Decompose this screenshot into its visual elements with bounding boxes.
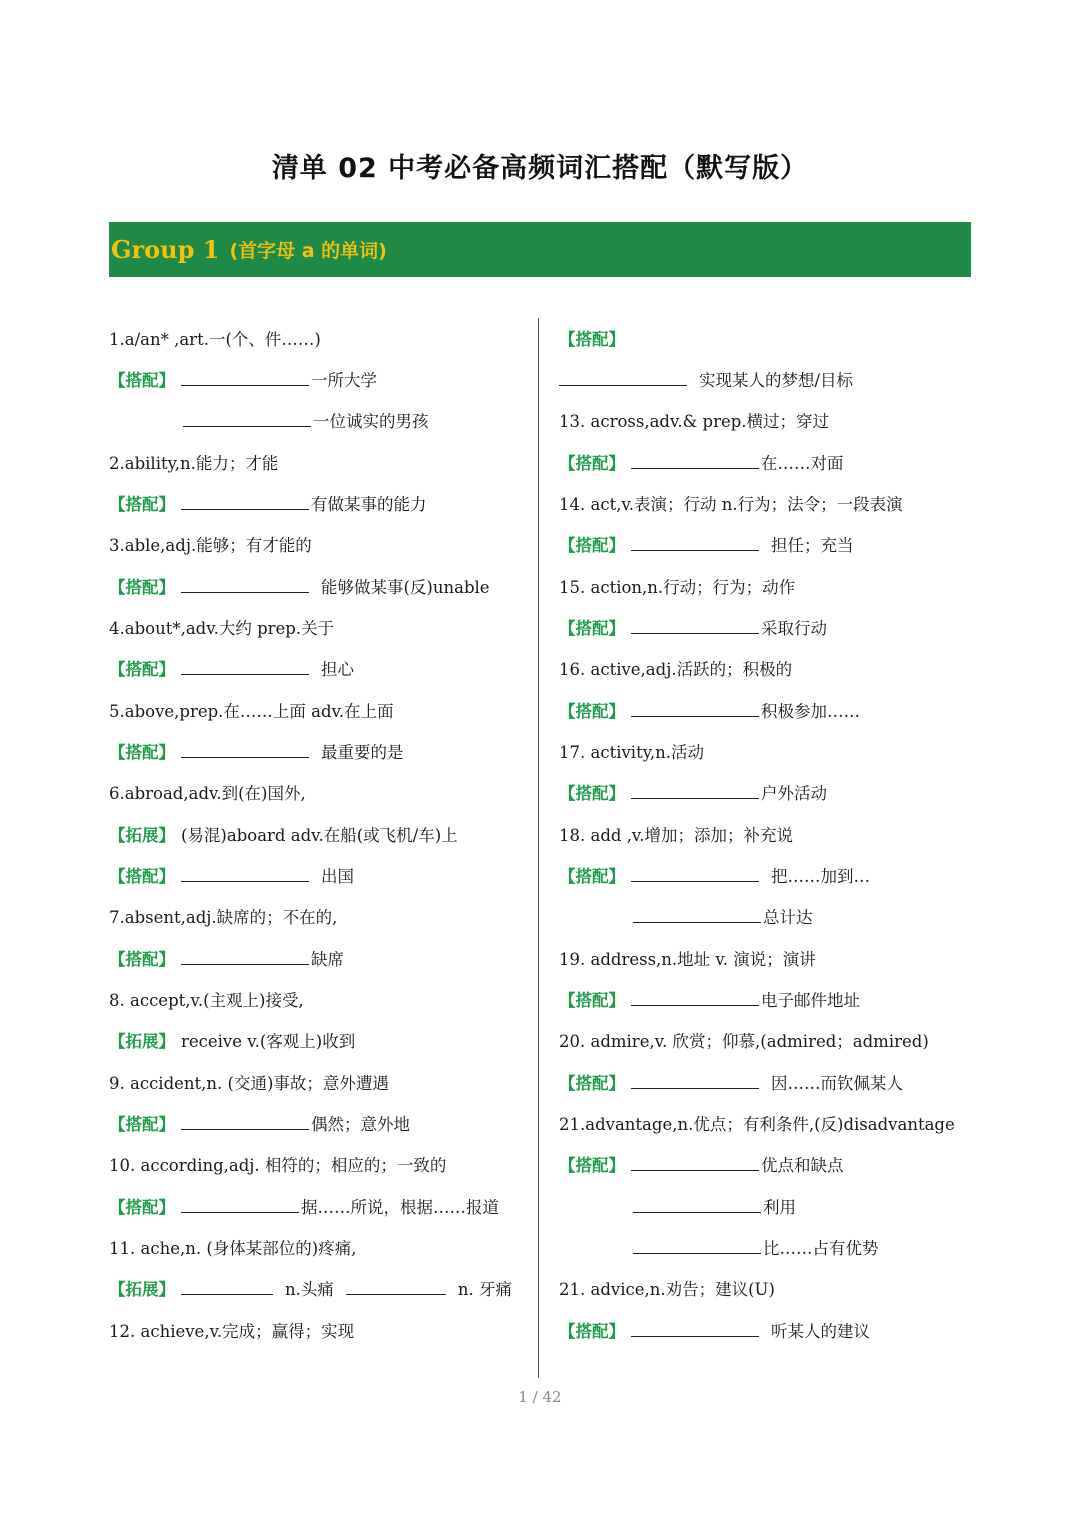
answer-blank[interactable]: [631, 698, 759, 717]
entry-heading: 2.ability,n.能力；才能: [109, 454, 279, 473]
entry-heading: 12. achieve,v.完成；赢得；实现: [109, 1322, 355, 1341]
answer-blank[interactable]: [181, 739, 309, 758]
answer-blank[interactable]: [631, 615, 759, 634]
page-number: 1 / 42: [518, 1388, 562, 1406]
collocation-line: [109, 656, 354, 684]
collocation-line: [559, 615, 827, 643]
answer-blank[interactable]: [633, 1194, 761, 1213]
entry-heading: 8. accept,v.(主观上)接受,: [109, 991, 304, 1010]
collocation-line: [559, 987, 860, 1015]
collocation-line: [109, 863, 354, 891]
answer-blank[interactable]: [559, 367, 687, 386]
entry-heading: 7.absent,adj.缺席的；不在的,: [109, 908, 338, 927]
group-banner: [109, 222, 971, 277]
page-title: 清单 02 中考必备高频词汇搭配（默写版）: [271, 153, 809, 184]
collocation-tag: 【搭配】: [559, 536, 625, 555]
collocation-tag: 【搭配】: [109, 495, 175, 514]
collocation-tag: 【搭配】: [109, 578, 175, 597]
collocation-text: 据……所说，根据……报道: [301, 1198, 499, 1217]
collocation-tag: 【搭配】: [109, 950, 175, 969]
collocation-text: 在……对面: [761, 454, 844, 473]
extension-tag: 【拓展】: [109, 1280, 175, 1299]
group-title: Group 1: [111, 235, 220, 264]
extension-text: n.头痛: [285, 1280, 334, 1299]
collocation-text: 听某人的建议: [771, 1322, 870, 1341]
collocation-text: 最重要的是: [321, 743, 404, 762]
entry-heading: 1.a/an* ,art.一(个、件……): [109, 330, 321, 349]
collocation-line: [109, 491, 427, 519]
collocation-tag: 【搭配】: [559, 1156, 625, 1175]
entry-heading: 13. across,adv.& prep.横过；穿过: [559, 412, 830, 431]
collocation-text: 出国: [321, 867, 354, 886]
collocation-line: [559, 863, 870, 891]
collocation-text: 积极参加……: [761, 702, 860, 721]
collocation-line: [559, 904, 813, 932]
answer-blank[interactable]: [633, 904, 761, 923]
collocation-line: [559, 698, 860, 726]
answer-blank[interactable]: [631, 863, 759, 882]
collocation-line: [109, 739, 404, 767]
collocation-line: [559, 1235, 879, 1263]
entry-heading: 19. address,n.地址 v. 演说；演讲: [559, 950, 816, 969]
collocation-tag: 【搭配】: [559, 454, 625, 473]
answer-blank[interactable]: [631, 1152, 759, 1171]
answer-blank[interactable]: [181, 1276, 273, 1295]
answer-blank[interactable]: [181, 1194, 299, 1213]
entry-heading: 6.abroad,adv.到(在)国外,: [109, 784, 306, 803]
entry-heading: 18. add ,v.增加；添加；补充说: [559, 826, 794, 845]
extension-text: (易混)aboard adv.在船(或飞机/车)上: [181, 826, 458, 845]
collocation-line: [109, 1194, 499, 1222]
extension-line: [109, 1276, 512, 1304]
collocation-text: 采取行动: [761, 619, 827, 638]
collocation-text: 一所大学: [311, 371, 377, 390]
collocation-line: [109, 946, 344, 974]
answer-blank[interactable]: [181, 574, 309, 593]
collocation-text: 户外活动: [761, 784, 827, 803]
answer-blank[interactable]: [633, 1235, 761, 1254]
answer-blank[interactable]: [181, 1111, 309, 1130]
collocation-line: [559, 1194, 796, 1222]
collocation-text: 能够做某事(反)unable: [321, 578, 490, 597]
extension-line: [109, 822, 458, 850]
entry-heading: 10. according,adj. 相符的；相应的；一致的: [109, 1156, 447, 1175]
answer-blank[interactable]: [631, 450, 759, 469]
collocation-text: 把……加到…: [771, 867, 870, 886]
collocation-text: 偶然；意外地: [311, 1115, 410, 1134]
answer-blank[interactable]: [181, 863, 309, 882]
collocation-tag: 【搭配】: [109, 1198, 175, 1217]
entry-heading: 21.advantage,n.优点；有利条件,(反)disadvantage: [559, 1115, 955, 1134]
extension-text: receive v.(客观上)收到: [181, 1032, 356, 1051]
collocation-text: 总计达: [763, 908, 813, 927]
collocation-line: [559, 450, 844, 478]
collocation-tag: 【搭配】: [559, 702, 625, 721]
answer-blank[interactable]: [346, 1276, 446, 1295]
column-divider: [538, 318, 539, 1378]
entry-heading: 3.able,adj.能够；有才能的: [109, 536, 312, 555]
entry-heading: 14. act,v.表演；行动 n.行为；法令；一段表演: [559, 495, 903, 514]
collocation-tag: 【搭配】: [109, 743, 175, 762]
answer-blank[interactable]: [631, 1318, 759, 1337]
collocation-line: [109, 367, 377, 395]
collocation-tag: 【搭配】: [559, 867, 625, 886]
collocation-tag: 【搭配】: [559, 991, 625, 1010]
collocation-text: 优点和缺点: [761, 1156, 844, 1175]
collocation-text: 利用: [763, 1198, 796, 1217]
entry-heading: 17. activity,n.活动: [559, 743, 704, 762]
answer-blank[interactable]: [181, 656, 309, 675]
answer-blank[interactable]: [631, 532, 759, 551]
extension-tag: 【拓展】: [109, 826, 175, 845]
extension-text: n. 牙痛: [457, 1280, 512, 1299]
collocation-text: 一位诚实的男孩: [313, 412, 429, 431]
collocation-tag: 【搭配】: [559, 330, 625, 349]
entry-heading: 5.above,prep.在……上面 adv.在上面: [109, 702, 394, 721]
collocation-tag: 【搭配】: [559, 619, 625, 638]
extension-line: [109, 1028, 355, 1056]
entry-heading: 11. ache,n. (身体某部位的)疼痛,: [109, 1239, 357, 1258]
entry-heading: 4.about*,adv.大约 prep.关于: [109, 619, 335, 638]
entry-heading: 21. advice,n.劝告；建议(U): [559, 1280, 775, 1299]
collocation-line: [559, 1070, 903, 1098]
collocation-text: 比……占有优势: [763, 1239, 879, 1258]
collocation-text: 缺席: [311, 950, 344, 969]
collocation-text: 有做某事的能力: [311, 495, 427, 514]
answer-blank[interactable]: [181, 367, 309, 386]
collocation-text: 电子邮件地址: [761, 991, 860, 1010]
collocation-line: [559, 1318, 870, 1346]
collocation-text: 因……而钦佩某人: [771, 1074, 903, 1093]
answer-blank[interactable]: [631, 780, 759, 799]
collocation-text: 实现某人的梦想/目标: [699, 371, 854, 390]
collocation-tag: 【搭配】: [109, 660, 175, 679]
entry-heading: 15. action,n.行动；行为；动作: [559, 578, 796, 597]
collocation-tag: 【搭配】: [559, 1074, 625, 1093]
collocation-line: [109, 408, 429, 436]
extension-tag: 【拓展】: [109, 1032, 175, 1051]
answer-blank[interactable]: [181, 491, 309, 510]
collocation-line: [559, 367, 853, 395]
collocation-line: [559, 780, 827, 808]
collocation-line: [109, 574, 490, 602]
answer-blank[interactable]: [631, 987, 759, 1006]
collocation-tag: 【搭配】: [559, 1322, 625, 1341]
collocation-tag: 【搭配】: [109, 1115, 175, 1134]
group-subtitle: (首字母 a 的单词): [229, 240, 387, 262]
collocation-line: [559, 532, 854, 560]
collocation-line: [559, 326, 631, 354]
answer-blank[interactable]: [181, 946, 309, 965]
collocation-tag: 【搭配】: [559, 784, 625, 803]
entry-heading: 20. admire,v. 欣赏；仰慕,(admired；admired): [559, 1032, 929, 1051]
collocation-text: 担心: [321, 660, 354, 679]
collocation-line: [109, 1111, 410, 1139]
collocation-line: [559, 1152, 844, 1180]
entry-heading: 9. accident,n. (交通)事故；意外遭遇: [109, 1074, 389, 1093]
answer-blank[interactable]: [631, 1070, 759, 1089]
answer-blank[interactable]: [183, 408, 311, 427]
entry-heading: 16. active,adj.活跃的；积极的: [559, 660, 793, 679]
collocation-tag: 【搭配】: [109, 867, 175, 886]
collocation-tag: 【搭配】: [109, 371, 175, 390]
collocation-text: 担任；充当: [771, 536, 854, 555]
